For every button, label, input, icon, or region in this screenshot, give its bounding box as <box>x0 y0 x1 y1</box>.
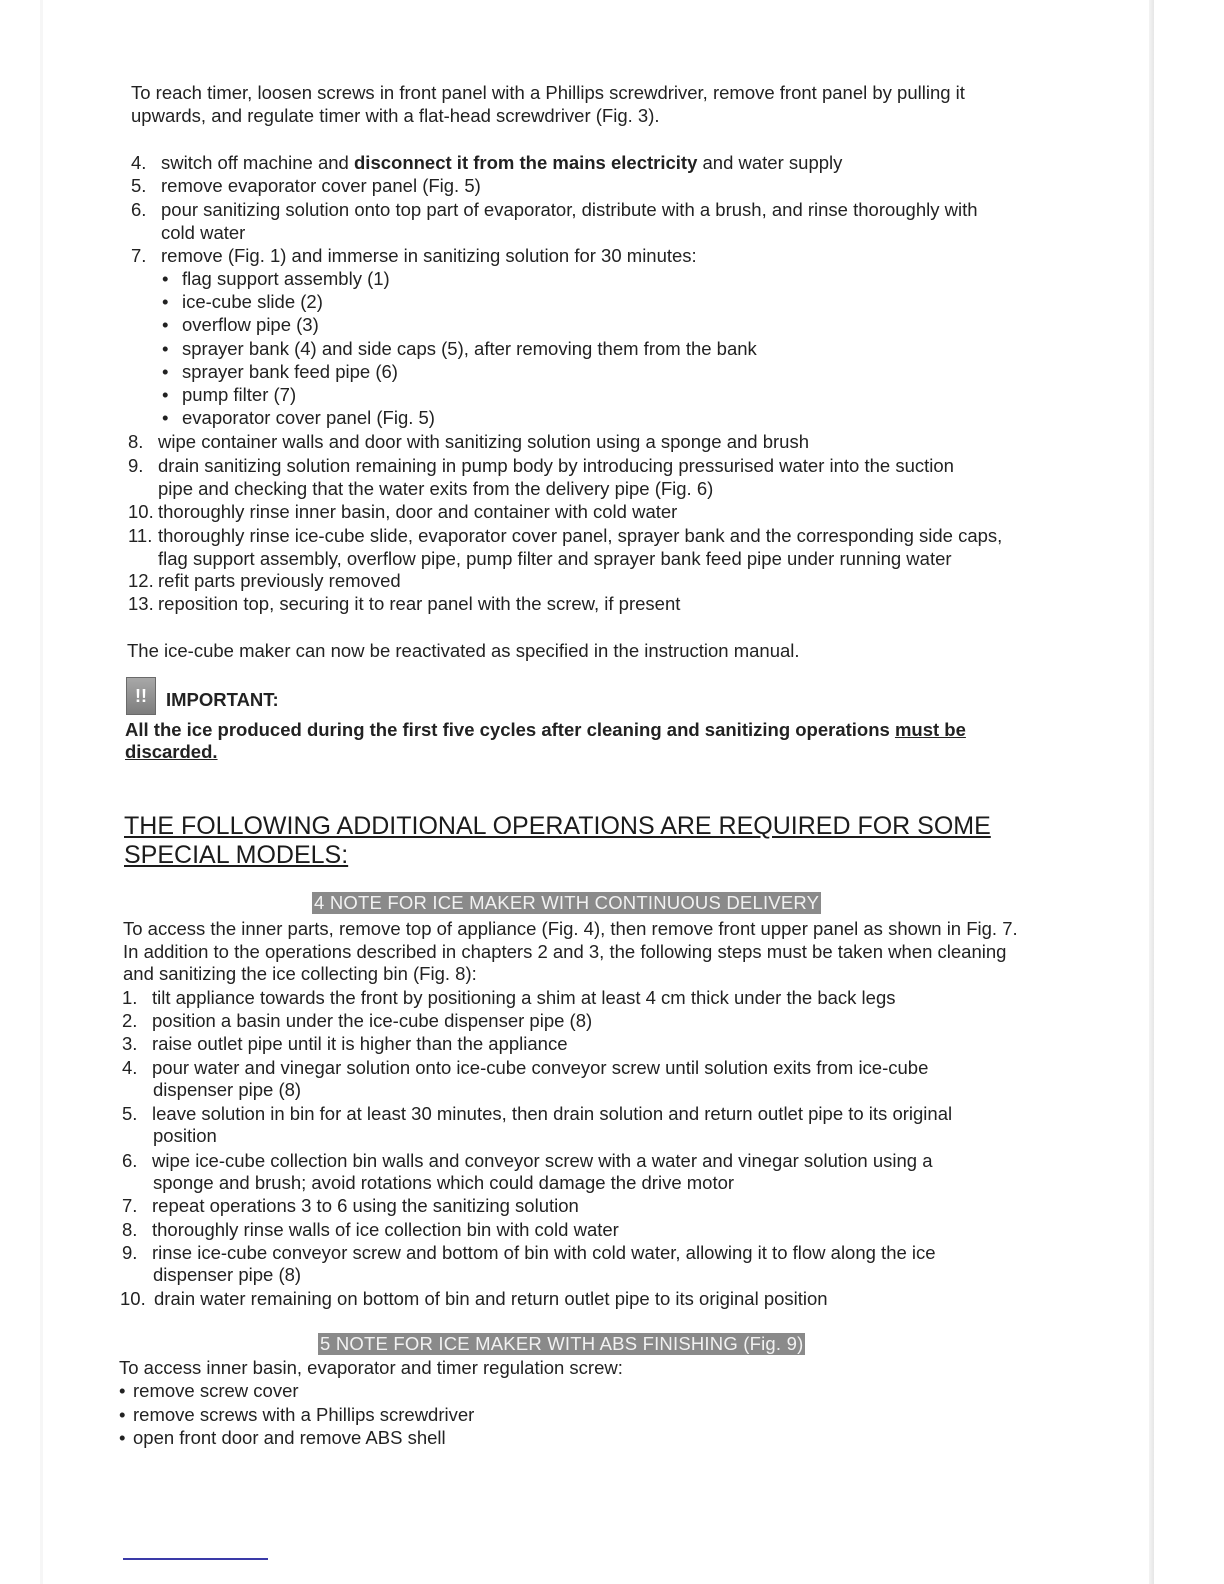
step-text: leave solution in bin for at least 30 minutes, then drain solution and return outlet pipe to its original <box>152 1103 953 1124</box>
page-scan-edge-left <box>40 0 43 1584</box>
step-9-continued: pipe and checking that the water exits from the delivery pipe (Fig. 6) <box>158 478 714 499</box>
step-text: drain water remaining on bottom of bin and return outlet pipe to its original position <box>154 1288 828 1309</box>
step-4 <box>131 151 842 174</box>
list-item <box>162 337 757 360</box>
list-item <box>162 313 319 336</box>
step-text: rinse ice-cube conveyor screw and bottom of bin with cold water, allowing it to flow along the ice <box>152 1242 936 1263</box>
step-6 <box>131 198 978 221</box>
important-text-line-2: discarded. <box>125 741 218 762</box>
list-item-text: sprayer bank feed pipe (6) <box>182 361 398 382</box>
step-text: switch off machine and <box>161 152 354 173</box>
step-number: 6. <box>122 1150 138 1171</box>
step-emphasis: disconnect it from the mains electricity <box>354 152 698 173</box>
additional-heading-line-1: THE FOLLOWING ADDITIONAL OPERATIONS ARE REQUIRED FOR SOME <box>124 812 991 840</box>
step-number: 9. <box>128 455 144 476</box>
list-item <box>119 1403 474 1426</box>
step-number: 5. <box>122 1103 138 1124</box>
important-label: IMPORTANT: <box>166 689 279 710</box>
step-6-continued: cold water <box>161 222 246 243</box>
step-number: 11. <box>128 525 153 546</box>
list-item-text: evaporator cover panel (Fig. 5) <box>182 407 435 428</box>
intro-line-2: upwards, and regulate timer with a flat-head screwdriver (Fig. 3). <box>131 105 660 126</box>
page-scan-edge-right <box>1149 0 1154 1584</box>
section-4-step-1 <box>122 986 895 1009</box>
step-number: 7. <box>131 245 147 266</box>
bullet: • <box>162 361 169 382</box>
important-text-line-1 <box>125 718 966 741</box>
step-text: wipe ice-cube collection bin walls and conveyor screw with a water and vinegar solution using a <box>152 1150 933 1171</box>
section-4-step-5-continued: position <box>153 1125 217 1146</box>
additional-heading-line-2: SPECIAL MODELS: <box>124 841 349 869</box>
list-item <box>162 267 390 290</box>
section-4-banner: 4 NOTE FOR ICE MAKER WITH CONTINUOUS DELIVERY <box>314 892 820 913</box>
step-text: remove (Fig. 1) and immerse in sanitizing solution for 30 minutes: <box>161 245 697 266</box>
intro-line-1: To reach timer, loosen screws in front panel with a Phillips screwdriver, remove front panel by pulling it <box>131 82 965 103</box>
section-4-step-9-continued: dispenser pipe (8) <box>153 1264 302 1285</box>
list-item-text: sprayer bank (4) and side caps (5), after removing them from the bank <box>182 338 757 359</box>
step-number: 5. <box>131 175 147 196</box>
step-number: 13. <box>128 593 154 614</box>
footnote-divider <box>123 1558 268 1560</box>
step-11 <box>128 524 1002 547</box>
section-4-step-5 <box>122 1102 952 1125</box>
step-8 <box>128 430 809 453</box>
bullet: • <box>162 407 169 428</box>
step-number: 3. <box>122 1033 138 1054</box>
step-number: 10. <box>128 501 154 522</box>
section-4-step-9 <box>122 1241 936 1264</box>
step-10 <box>128 500 677 523</box>
warning-icon: !! <box>126 677 156 715</box>
bullet: • <box>162 338 169 359</box>
step-text: thoroughly rinse walls of ice collection bin with cold water <box>152 1219 619 1240</box>
step-text: wipe container walls and door with sanitizing solution using a sponge and brush <box>158 431 809 452</box>
list-item <box>162 360 398 383</box>
section-4-step-6-continued: sponge and brush; avoid rotations which could damage the drive motor <box>153 1172 735 1193</box>
bullet: • <box>119 1427 126 1448</box>
important-emphasis: must be <box>894 719 966 740</box>
step-text: drain sanitizing solution remaining in pump body by introducing pressurised water into the suction <box>158 455 954 476</box>
list-item-text: flag support assembly (1) <box>182 268 390 289</box>
list-item <box>162 406 435 429</box>
section-4-step-6 <box>122 1149 933 1172</box>
step-text: position a basin under the ice-cube dispenser pipe (8) <box>152 1010 593 1031</box>
step-text: reposition top, securing it to rear panel with the screw, if present <box>158 593 681 614</box>
step-text: pour sanitizing solution onto top part of evaporator, distribute with a brush, and rinse thoroughly with <box>161 199 978 220</box>
step-number: 1. <box>122 987 138 1008</box>
bullet: • <box>119 1380 126 1401</box>
section-4-step-3 <box>122 1032 568 1055</box>
section-5-intro: To access inner basin, evaporator and timer regulation screw: <box>119 1357 623 1378</box>
section-4-step-4 <box>122 1056 928 1079</box>
step-11-continued: flag support assembly, overflow pipe, pump filter and sprayer bank feed pipe under running water <box>158 548 952 569</box>
list-item <box>162 383 296 406</box>
section-4-step-2 <box>122 1009 592 1032</box>
step-text: remove evaporator cover panel (Fig. 5) <box>161 175 481 196</box>
step-number: 8. <box>122 1219 138 1240</box>
bullet: • <box>119 1404 126 1425</box>
step-number: 8. <box>128 431 144 452</box>
reactivate-note: The ice-cube maker can now be reactivated as specified in the instruction manual. <box>127 640 800 661</box>
list-item-text: open front door and remove ABS shell <box>133 1427 446 1448</box>
section-4-intro-2: In addition to the operations described in chapters 2 and 3, the following steps must be taken when cleaning <box>123 941 1007 962</box>
step-12 <box>128 569 401 592</box>
list-item <box>162 290 323 313</box>
bullet: • <box>162 291 169 312</box>
step-text: raise outlet pipe until it is higher than the appliance <box>152 1033 568 1054</box>
list-item-text: pump filter (7) <box>182 384 297 405</box>
list-item-text: remove screws with a Phillips screwdriver <box>133 1404 475 1425</box>
step-text: refit parts previously removed <box>158 570 401 591</box>
step-number: 12. <box>128 570 154 591</box>
section-4-intro-1: To access the inner parts, remove top of appliance (Fig. 4), then remove front upper panel as shown in Fig. 7. <box>123 918 1018 939</box>
step-number: 7. <box>122 1195 138 1216</box>
step-7 <box>131 244 697 267</box>
list-item-text: overflow pipe (3) <box>182 314 319 335</box>
step-number: 9. <box>122 1242 138 1263</box>
step-5 <box>131 174 481 197</box>
section-4-step-8 <box>122 1218 619 1241</box>
list-item <box>119 1379 299 1402</box>
section-4-intro-3: and sanitizing the ice collecting bin (Fig. 8): <box>123 963 477 984</box>
step-text: repeat operations 3 to 6 using the sanitizing solution <box>152 1195 579 1216</box>
step-number: 4. <box>131 152 147 173</box>
step-text: thoroughly rinse inner basin, door and container with cold water <box>158 501 678 522</box>
step-number: 4. <box>122 1057 138 1078</box>
step-number: 6. <box>131 199 147 220</box>
list-item-text: remove screw cover <box>133 1380 299 1401</box>
bullet: • <box>162 268 169 289</box>
step-text: pour water and vinegar solution onto ice-cube conveyor screw until solution exits from ice-cube <box>152 1057 929 1078</box>
bullet: • <box>162 314 169 335</box>
section-4-step-10 <box>120 1287 828 1310</box>
step-text-end: and water supply <box>697 152 843 173</box>
step-number: 10. <box>120 1288 146 1309</box>
step-text: thoroughly rinse ice-cube slide, evaporator cover panel, sprayer bank and the corresponding side caps, <box>158 525 1003 546</box>
list-item <box>119 1426 446 1449</box>
step-number: 2. <box>122 1010 138 1031</box>
step-13 <box>128 592 680 615</box>
important-text: All the ice produced during the first five cycles after cleaning and sanitizing operations <box>125 719 895 740</box>
section-4-step-7 <box>122 1194 579 1217</box>
section-4-step-4-continued: dispenser pipe (8) <box>153 1079 302 1100</box>
section-5-banner: 5 NOTE FOR ICE MAKER WITH ABS FINISHING (Fig. 9) <box>320 1333 804 1354</box>
step-9 <box>128 454 954 477</box>
list-item-text: ice-cube slide (2) <box>182 291 323 312</box>
step-text: tilt appliance towards the front by positioning a shim at least 4 cm thick under the back legs <box>152 987 896 1008</box>
bullet: • <box>162 384 169 405</box>
